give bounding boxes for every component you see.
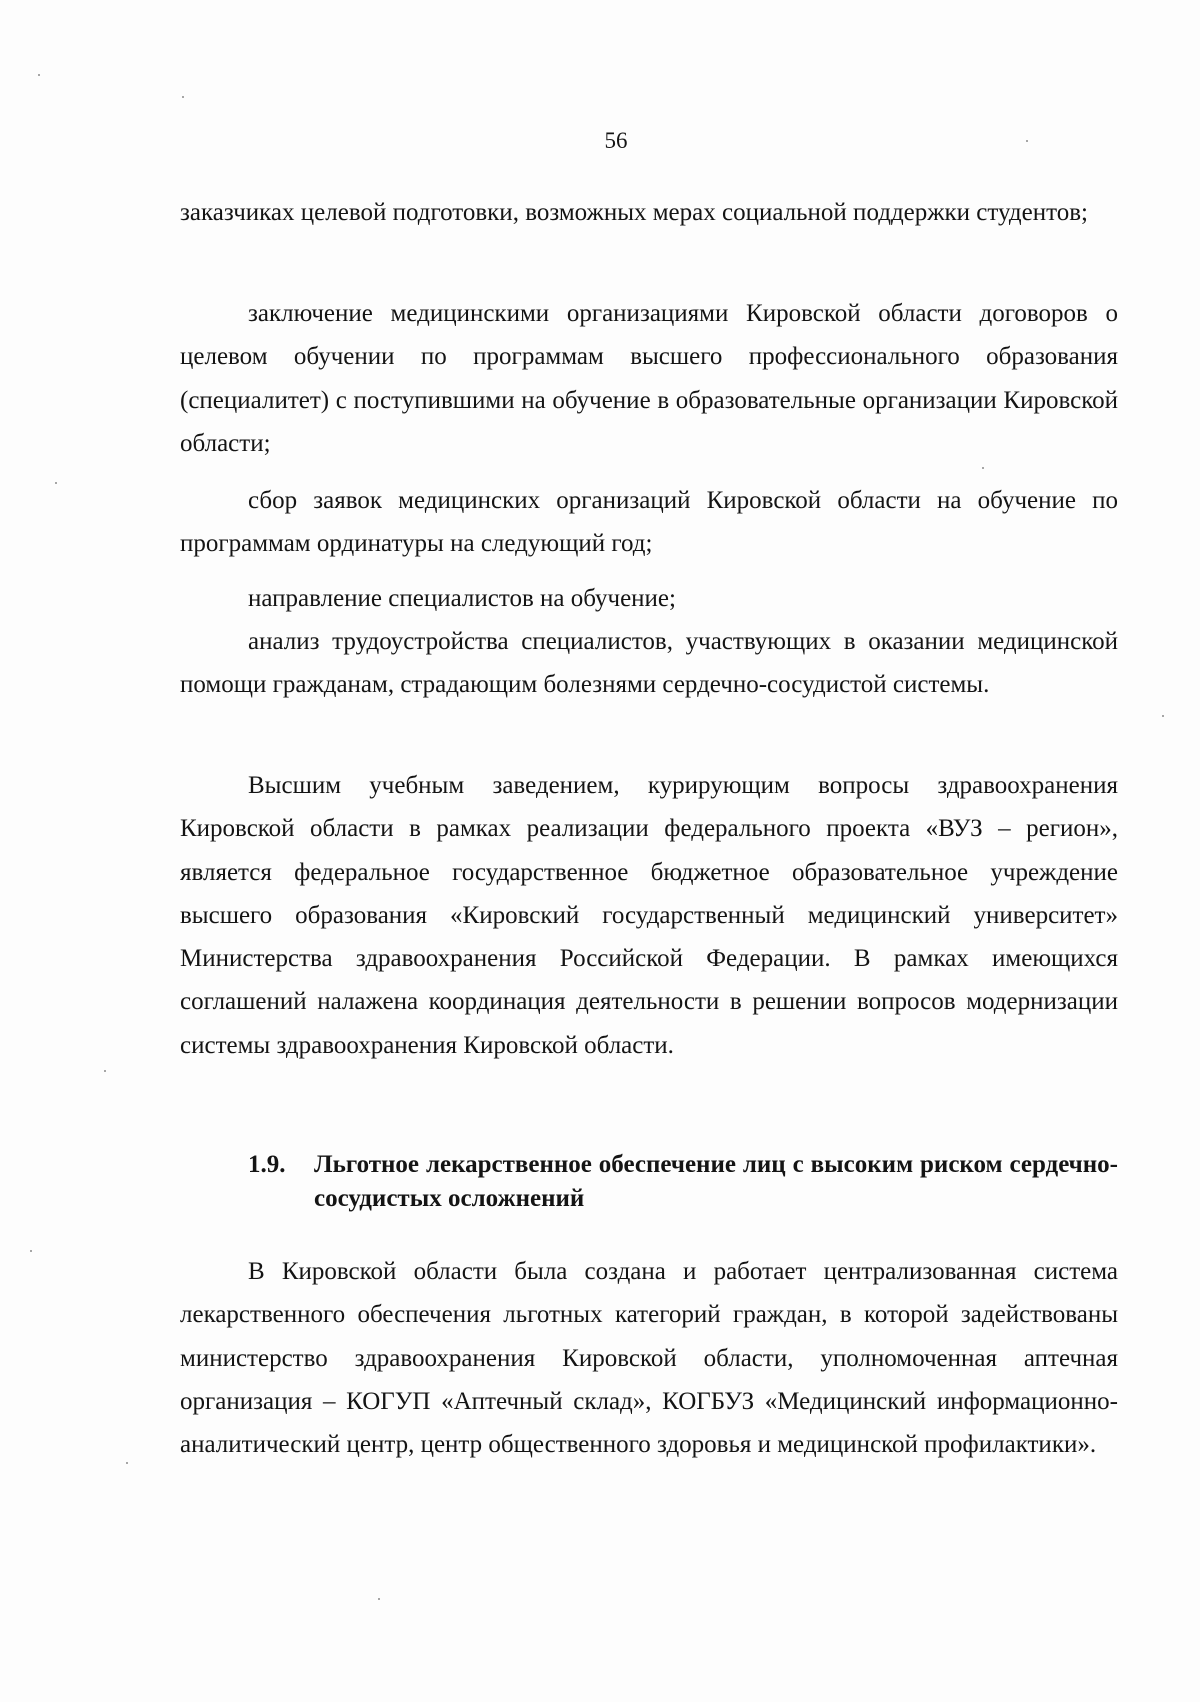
scan-speck <box>126 1462 128 1464</box>
scan-speck <box>1026 140 1028 142</box>
section-number: 1.9. <box>248 1151 286 1178</box>
scan-speck <box>30 1250 32 1252</box>
paragraph-university-cooperation: Высшим учебным заведением, курирующим вопросы здравоохранения Кировской области в рамках реализации федерального проекта «ВУЗ – регион», является федеральное государственное бюджетное образовательное учреждение высшего образования «Кировский государственный медицинский университет» Министерства здравоохранения Российской Федерации. В рамках имеющихся соглашений налажена координация деятельности в решении вопросов модернизации системы здравоохранения Кировской области. <box>180 772 1118 1059</box>
scan-speck <box>182 96 184 98</box>
page-number: 56 <box>604 128 628 153</box>
section-title: Льготное лекарственное обеспечение лиц с высоким риском сердечно-сосудистых осложнений <box>314 1151 1118 1212</box>
scan-speck <box>378 1598 380 1600</box>
scan-speck <box>55 482 57 484</box>
section-heading <box>248 1148 1118 1216</box>
paragraph-drug-supply-system: В Кировской области была создана и работает централизованная система лекарственного обеспечения льготных категорий граждан, в которой задействованы министерство здравоохранения Кировской области, уполномоченная аптечная организация – КОГУП «Аптечный склад», КОГБУЗ «Медицинский информационно-аналитический центр, центр общественного здоровья и медицинской профилактики». <box>180 1258 1118 1459</box>
paragraph-target-training-contracts: заключение медицинскими организациями Кировской области договоров о целевом обучении по программам высшего профессионального образования (специалитет) с поступившими на обучение в образовательные организации Кировской области; <box>180 300 1118 457</box>
scan-speck <box>38 74 40 76</box>
paragraph-specialist-referral: направление специалистов на обучение; <box>248 585 676 612</box>
scan-speck <box>104 1070 106 1072</box>
paragraph-employment-analysis: анализ трудоустройства специалистов, участвующих в оказании медицинской помощи гражданам, страдающим болезнями сердечно-сосудистой системы. <box>180 628 1118 699</box>
scan-speck <box>982 467 984 469</box>
scan-speck <box>1162 715 1164 717</box>
paragraph-target-training-customers: заказчиках целевой подготовки, возможных мерах социальной поддержки студентов; <box>180 199 1088 226</box>
paragraph-residency-applications: сбор заявок медицинских организаций Кировской области на обучение по программам ординатуры на следующий год; <box>180 487 1118 558</box>
